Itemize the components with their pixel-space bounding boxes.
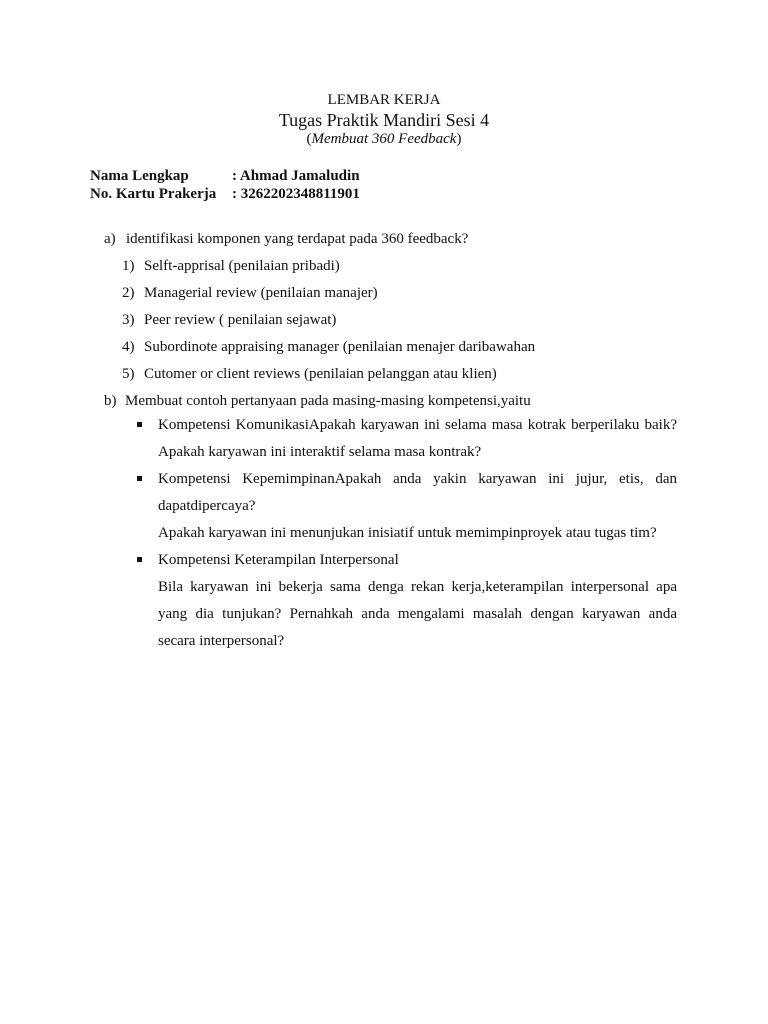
bullet-line: yang dia tunjukan? Pernahkah anda mengalami masalah dengan karyawan anda: [158, 606, 677, 622]
note-open-paren: (: [306, 131, 312, 147]
list-item: Cutomer or client reviews (penilaian pelanggan atau klien): [144, 366, 497, 382]
page-note: [0, 131, 768, 148]
list-item-marker: 4): [122, 339, 135, 355]
square-bullet-icon: [137, 557, 142, 562]
bullet-line: Bila karyawan ini bekerja sama denga rekan kerja,keterampilan interpersonal apa: [158, 579, 677, 595]
list-item: Peer review ( penilaian sejawat): [144, 312, 337, 328]
list-item: Managerial review (penilaian manajer): [144, 285, 378, 301]
list-item: Subordinote appraising manager (penilaian menajer daribawahan: [144, 339, 536, 355]
square-bullet-icon: [137, 476, 142, 481]
note-italic-text: Membuat 360 Feedback: [311, 131, 457, 147]
card-label: No. Kartu Prakerja: [90, 186, 217, 202]
page-title: LEMBAR KERJA: [327, 92, 441, 108]
section-b-marker: b): [104, 393, 117, 409]
card-value: : 3262202348811901: [232, 186, 360, 202]
square-bullet-icon: [137, 422, 142, 427]
section-a-marker: a): [104, 231, 116, 247]
list-item-marker: 3): [122, 312, 135, 328]
bullet-line: Apakah karyawan ini interaktif selama masa kontrak?: [158, 444, 482, 460]
bullet-line: dapatdipercaya?: [158, 498, 256, 514]
bullet-line: secara interpersonal?: [158, 633, 285, 649]
bullet-line: Kompetensi KepemimpinanApakah anda yakin karyawan ini jujur, etis, dan: [158, 471, 677, 487]
bullet-line: Kompetensi Keterampilan Interpersonal: [158, 552, 399, 568]
list-item-marker: 5): [122, 366, 135, 382]
list-item-marker: 1): [122, 258, 135, 274]
section-a-question: identifikasi komponen yang terdapat pada 360 feedback?: [126, 231, 469, 247]
name-value: : Ahmad Jamaludin: [232, 168, 360, 184]
info-card-row: [90, 186, 360, 203]
bullet-line: Kompetensi KomunikasiApakah karyawan ini selama masa kotrak berperilaku baik?: [158, 417, 677, 433]
section-b-question: Membuat contoh pertanyaan pada masing-masing kompetensi,yaitu: [125, 393, 531, 409]
note-close-paren: ): [456, 131, 462, 147]
name-label: Nama Lengkap: [90, 168, 189, 184]
list-item: Selft-apprisal (penilaian pribadi): [144, 258, 340, 274]
info-name-row: [90, 168, 360, 185]
list-item-marker: 2): [122, 285, 135, 301]
page-subtitle: Tugas Praktik Mandiri Sesi 4: [278, 110, 490, 130]
bullet-line: Apakah karyawan ini menunjukan inisiatif untuk memimpinproyek atau tugas tim?: [158, 525, 657, 541]
